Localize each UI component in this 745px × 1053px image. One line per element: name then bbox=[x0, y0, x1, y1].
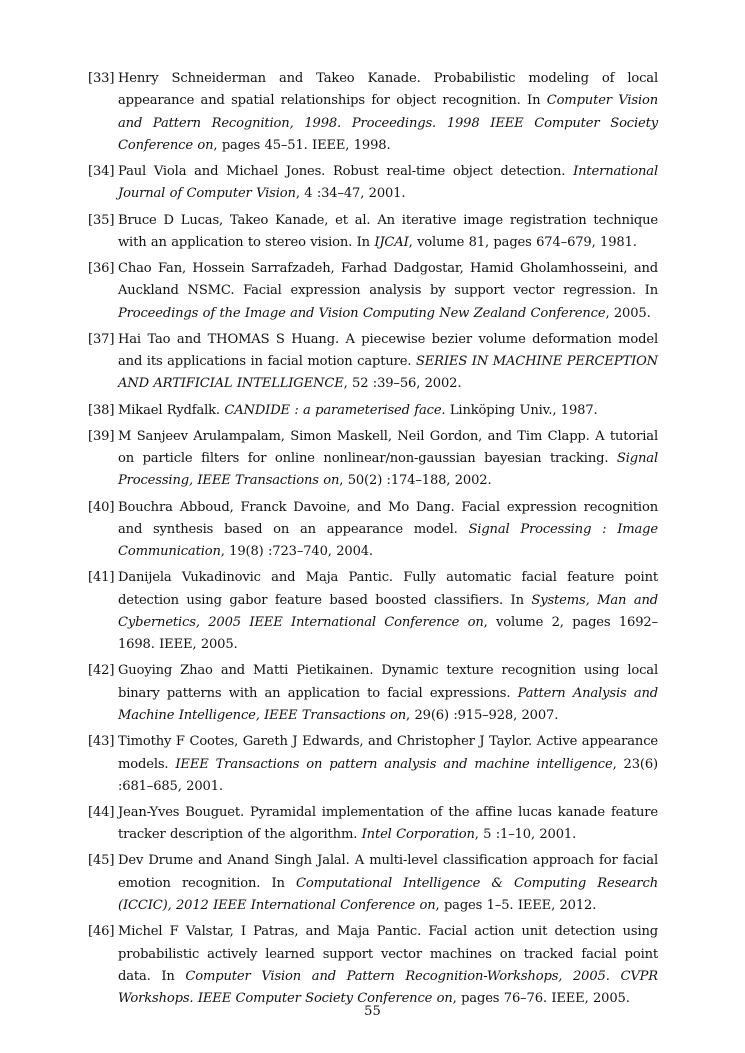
reference-text: Danijela Vukadinovic and Maja Pantic. Fully automatic facial feature point detection using gabor feature based boosted classifiers. In bbox=[118, 570, 658, 608]
reference-venue: Pattern Analysis and Machine Intelligence, IEEE Transactions on bbox=[118, 685, 658, 724]
reference-venue: SERIES IN MACHINE PERCEPTION AND ARTIFICIAL INTELLIGENCE bbox=[118, 354, 658, 392]
reference-number: [44] bbox=[88, 805, 115, 820]
reference-text: , pages 1–5. IEEE, 2012. bbox=[435, 898, 597, 914]
reference-text: Jean-Yves Bouguet. Pyramidal implementation of the affine lucas kanade feature tracker description of the algorithm. bbox=[118, 805, 658, 843]
reference-text: , 2005. bbox=[605, 305, 651, 321]
reference-text: Hai Tao and THOMAS S Huang. A piecewise bezier volume deformation model and its applications in facial motion capture. bbox=[118, 331, 658, 370]
reference-number: [43] bbox=[88, 734, 115, 750]
reference-text: , 52 :39–56, 2002. bbox=[343, 376, 462, 392]
reference-text: Henry Schneiderman and Takeo Kanade. Probabilistic modeling of local appearance and spatial relationships for object recognition. In bbox=[118, 71, 658, 109]
reference-entry bbox=[88, 731, 658, 798]
reference-number: [39] bbox=[88, 428, 115, 444]
reference-entry bbox=[88, 850, 658, 917]
reference-venue: Computer Vision and Pattern Recognition, 1998. Proceedings. 1998 IEEE Computer Society Conference on bbox=[118, 93, 658, 153]
reference-venue: International Journal of Computer Vision bbox=[118, 164, 658, 202]
reference-entry bbox=[88, 497, 658, 564]
reference-text: Chao Fan, Hossein Sarrafzadeh, Farhad Dadgostar, Hamid Gholamhosseini, and Auckland NSMC. Facial expression analysis by support vector regression. In bbox=[118, 261, 658, 299]
reference-text: , 5 :1–10, 2001. bbox=[474, 827, 577, 843]
reference-number: [35] bbox=[88, 212, 115, 228]
reference-entry bbox=[88, 329, 658, 396]
reference-venue: Systems, Man and Cybernetics, 2005 IEEE International Conference on bbox=[118, 592, 658, 630]
reference-entry bbox=[88, 68, 658, 157]
reference-number: [38] bbox=[88, 402, 115, 418]
reference-venue: IJCAI bbox=[374, 234, 409, 250]
reference-text: , 23(6) :681–685, 2001. bbox=[118, 756, 658, 794]
reference-entry bbox=[88, 258, 658, 325]
reference-entry bbox=[88, 921, 658, 1010]
reference-text: , 29(6) :915–928, 2007. bbox=[406, 708, 559, 724]
reference-text: Linköping Univ., 1987. bbox=[445, 402, 598, 418]
reference-venue: CANDIDE : a parameterised face. bbox=[224, 402, 446, 418]
page-number: 55 bbox=[364, 1004, 381, 1019]
reference-text: Michel F Valstar, I Patras, and Maja Pantic. Facial action unit detection using probabilistic actively learned support vector machines on tracked facial point data. In bbox=[118, 924, 658, 984]
reference-text: M Sanjeev Arulampalam, Simon Maskell, Neil Gordon, and Tim Clapp. A tutorial on particle filters for online nonlinear/non-gaussian bayesian tracking. bbox=[118, 428, 658, 467]
reference-entry bbox=[88, 426, 658, 493]
reference-entry bbox=[88, 567, 658, 656]
reference-text: , 4 :34–47, 2001. bbox=[295, 186, 406, 202]
reference-text: Timothy F Cootes, Gareth J Edwards, and Christopher J Taylor. Active appearance models. bbox=[118, 734, 658, 772]
reference-venue: Computer Vision and Pattern Recognition-Workshops, 2005. CVPR Workshops. IEEE Computer Society Conference on bbox=[118, 968, 658, 1007]
reference-text: , 50(2) :174–188, 2002. bbox=[339, 473, 492, 489]
reference-number: [45] bbox=[88, 853, 115, 869]
reference-venue: Signal Processing : Image Communication bbox=[118, 521, 658, 560]
reference-text: , pages 76–76. IEEE, 2005. bbox=[452, 991, 630, 1007]
reference-venue: Signal Processing, IEEE Transactions on bbox=[118, 451, 658, 489]
reference-text: Bruce D Lucas, Takeo Kanade, et al. An iterative image registration technique with an application to stereo vision. In bbox=[118, 212, 658, 250]
reference-number: [46] bbox=[88, 924, 115, 940]
reference-number: [34] bbox=[88, 164, 115, 180]
reference-number: [40] bbox=[88, 499, 115, 515]
reference-text: Guoying Zhao and Matti Pietikainen. Dynamic texture recognition using local binary patterns with an application to facial expressions. bbox=[118, 663, 658, 701]
reference-text: Paul Viola and Michael Jones. Robust real-time object detection. bbox=[118, 164, 574, 180]
reference-number: [42] bbox=[88, 663, 115, 679]
reference-text: , 19(8) :723–740, 2004. bbox=[220, 544, 373, 560]
reference-text: Bouchra Abboud, Franck Davoine, and Mo Dang. Facial expression recognition and synthesis based on an appearance model. bbox=[118, 499, 658, 537]
reference-venue: Proceedings of the Image and Vision Computing New Zealand Conference bbox=[118, 305, 606, 321]
reference-venue: IEEE Transactions on pattern analysis and machine intelligence bbox=[175, 756, 613, 772]
reference-number: [37] bbox=[88, 331, 115, 347]
reference-entry bbox=[88, 161, 658, 206]
reference-venue: Intel Corporation bbox=[361, 827, 475, 843]
reference-entry bbox=[88, 400, 658, 422]
reference-text: , pages 45–51. IEEE, 1998. bbox=[213, 137, 391, 153]
reference-text: Dev Drume and Anand Singh Jalal. A multi-level classification approach for facial emotion recognition. In bbox=[118, 853, 658, 891]
reference-number: [33] bbox=[88, 71, 115, 86]
reference-venue: Computational Intelligence & Computing Research (ICCIC), 2012 IEEE International Conference on bbox=[118, 875, 658, 914]
reference-entry bbox=[88, 802, 658, 847]
reference-entry bbox=[88, 660, 658, 727]
reference-text: , volume 2, pages 1692–1698. IEEE, 2005. bbox=[118, 614, 658, 653]
reference-entry bbox=[88, 210, 658, 255]
reference-list bbox=[88, 68, 658, 1014]
reference-text: Mikael Rydfalk. bbox=[118, 402, 225, 418]
reference-number: [36] bbox=[88, 261, 115, 277]
reference-number: [41] bbox=[88, 570, 115, 586]
reference-text: , volume 81, pages 674–679, 1981. bbox=[408, 234, 637, 250]
